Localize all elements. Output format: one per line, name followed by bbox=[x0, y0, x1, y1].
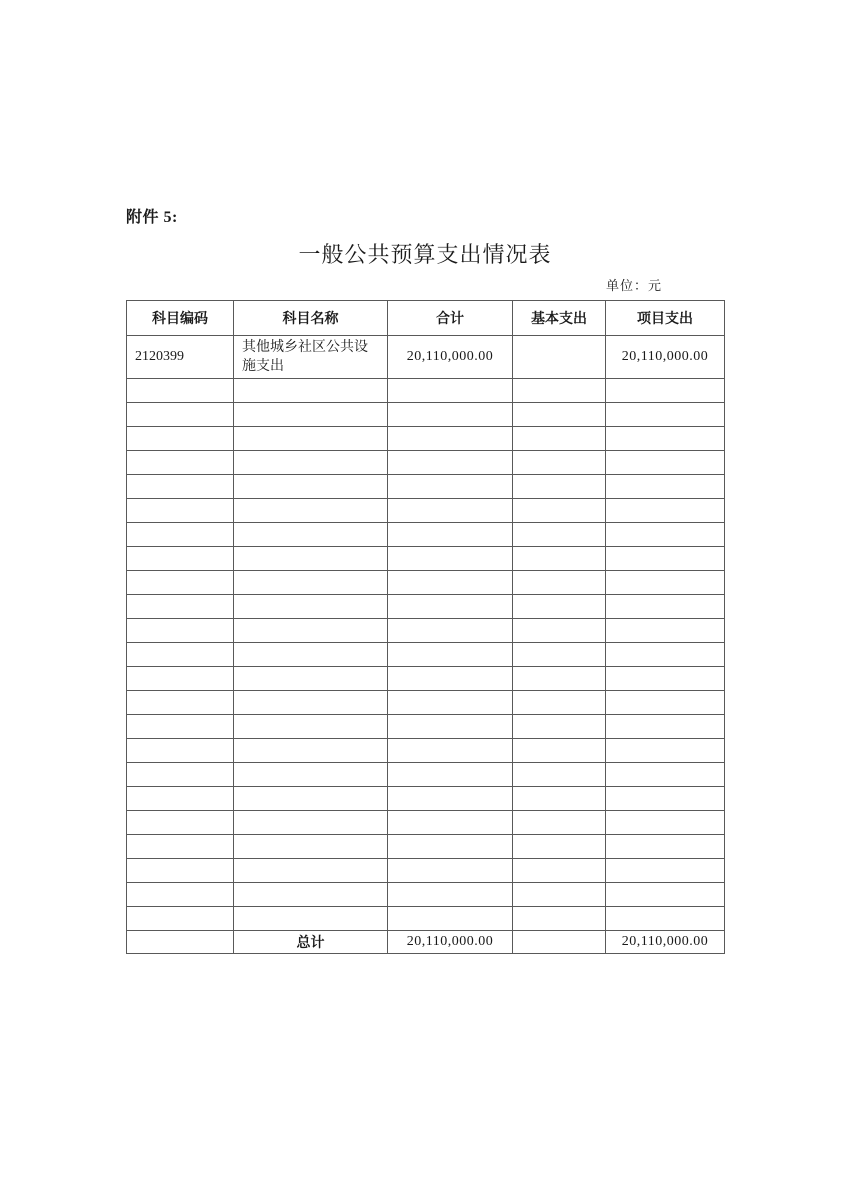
cell-grand-project-expenditure: 20,110,000.00 bbox=[606, 931, 725, 954]
empty-cell bbox=[388, 811, 513, 835]
table-empty-row bbox=[127, 883, 725, 907]
empty-cell bbox=[234, 379, 388, 403]
empty-cell bbox=[234, 403, 388, 427]
cell-subject-code: 2120399 bbox=[127, 336, 234, 379]
empty-cell bbox=[127, 763, 234, 787]
empty-cell bbox=[234, 715, 388, 739]
empty-cell bbox=[606, 547, 725, 571]
empty-cell bbox=[127, 787, 234, 811]
table-empty-row bbox=[127, 763, 725, 787]
empty-cell bbox=[513, 523, 606, 547]
empty-cell bbox=[606, 523, 725, 547]
empty-cell bbox=[234, 835, 388, 859]
empty-cell bbox=[606, 403, 725, 427]
unit-label: 单位：元 bbox=[606, 278, 663, 293]
empty-cell bbox=[513, 619, 606, 643]
table-empty-row bbox=[127, 907, 725, 931]
empty-cell bbox=[513, 475, 606, 499]
empty-cell bbox=[606, 811, 725, 835]
empty-cell bbox=[127, 523, 234, 547]
table-empty-row bbox=[127, 619, 725, 643]
empty-cell bbox=[388, 619, 513, 643]
table-empty-row bbox=[127, 547, 725, 571]
table-empty-row bbox=[127, 643, 725, 667]
empty-cell bbox=[234, 499, 388, 523]
empty-cell bbox=[513, 859, 606, 883]
empty-cell bbox=[606, 379, 725, 403]
empty-cell bbox=[606, 499, 725, 523]
empty-cell bbox=[606, 691, 725, 715]
empty-cell bbox=[234, 475, 388, 499]
empty-cell bbox=[606, 835, 725, 859]
empty-cell bbox=[234, 739, 388, 763]
empty-cell bbox=[388, 523, 513, 547]
budget-table bbox=[126, 300, 725, 954]
empty-cell bbox=[127, 619, 234, 643]
empty-cell bbox=[127, 691, 234, 715]
empty-cell bbox=[606, 451, 725, 475]
table-empty-row bbox=[127, 787, 725, 811]
empty-cell bbox=[234, 883, 388, 907]
empty-cell bbox=[234, 595, 388, 619]
table-empty-row bbox=[127, 379, 725, 403]
column-header-project-expenditure: 项目支出 bbox=[606, 301, 725, 336]
empty-cell bbox=[388, 907, 513, 931]
empty-cell bbox=[234, 763, 388, 787]
empty-cell bbox=[127, 739, 234, 763]
empty-cell bbox=[127, 835, 234, 859]
column-header-basic-expenditure: 基本支出 bbox=[513, 301, 606, 336]
empty-cell bbox=[234, 523, 388, 547]
empty-cell bbox=[388, 859, 513, 883]
table-empty-row bbox=[127, 571, 725, 595]
empty-cell bbox=[606, 475, 725, 499]
empty-cell bbox=[127, 811, 234, 835]
empty-cell bbox=[127, 715, 234, 739]
empty-cell bbox=[388, 883, 513, 907]
table-total-row bbox=[127, 931, 725, 954]
empty-cell bbox=[513, 763, 606, 787]
empty-cell bbox=[606, 763, 725, 787]
column-header-total: 合计 bbox=[388, 301, 513, 336]
empty-cell bbox=[388, 787, 513, 811]
table-empty-row bbox=[127, 427, 725, 451]
page-title: 一般公共预算支出情况表 bbox=[298, 242, 552, 267]
empty-cell bbox=[127, 403, 234, 427]
empty-cell bbox=[513, 883, 606, 907]
empty-cell bbox=[513, 907, 606, 931]
empty-cell bbox=[234, 451, 388, 475]
empty-cell bbox=[234, 811, 388, 835]
attachment-label: 附件 5: bbox=[126, 209, 178, 226]
empty-cell bbox=[388, 691, 513, 715]
cell-grand-basic-expenditure bbox=[513, 931, 606, 954]
empty-cell bbox=[513, 739, 606, 763]
cell-basic-expenditure bbox=[513, 336, 606, 379]
empty-cell bbox=[234, 691, 388, 715]
empty-cell bbox=[513, 787, 606, 811]
cell-project-expenditure: 20,110,000.00 bbox=[606, 336, 725, 379]
empty-cell bbox=[606, 907, 725, 931]
empty-cell bbox=[513, 643, 606, 667]
empty-cell bbox=[388, 643, 513, 667]
empty-cell bbox=[606, 571, 725, 595]
table-empty-row bbox=[127, 475, 725, 499]
empty-cell bbox=[127, 547, 234, 571]
empty-cell bbox=[606, 667, 725, 691]
empty-cell bbox=[127, 667, 234, 691]
table-empty-row bbox=[127, 403, 725, 427]
empty-cell bbox=[127, 379, 234, 403]
empty-cell bbox=[513, 691, 606, 715]
table-empty-row bbox=[127, 739, 725, 763]
total-label: 总计 bbox=[234, 931, 388, 954]
empty-cell bbox=[234, 571, 388, 595]
empty-cell bbox=[513, 571, 606, 595]
empty-cell bbox=[513, 379, 606, 403]
empty-cell bbox=[606, 595, 725, 619]
empty-cell bbox=[388, 475, 513, 499]
empty-cell bbox=[388, 499, 513, 523]
empty-cell bbox=[513, 403, 606, 427]
empty-cell bbox=[606, 643, 725, 667]
column-header-subject-name: 科目名称 bbox=[234, 301, 388, 336]
empty-cell bbox=[388, 379, 513, 403]
empty-cell bbox=[234, 859, 388, 883]
empty-cell bbox=[606, 859, 725, 883]
empty-cell bbox=[513, 667, 606, 691]
table-empty-row bbox=[127, 499, 725, 523]
cell-total: 20,110,000.00 bbox=[388, 336, 513, 379]
empty-cell bbox=[234, 667, 388, 691]
empty-cell bbox=[388, 763, 513, 787]
table-header-row bbox=[127, 301, 725, 336]
empty-cell bbox=[127, 451, 234, 475]
cell-subject-name: 其他城乡社区公共设施支出 bbox=[234, 336, 388, 379]
column-header-subject-code: 科目编码 bbox=[127, 301, 234, 336]
empty-cell bbox=[606, 739, 725, 763]
empty-cell bbox=[127, 571, 234, 595]
table-empty-row bbox=[127, 595, 725, 619]
empty-cell bbox=[513, 811, 606, 835]
empty-cell bbox=[606, 883, 725, 907]
empty-cell bbox=[513, 451, 606, 475]
empty-cell bbox=[388, 547, 513, 571]
cell-total-code-empty bbox=[127, 931, 234, 954]
table-row bbox=[127, 336, 725, 379]
table-empty-row bbox=[127, 835, 725, 859]
empty-cell bbox=[234, 643, 388, 667]
table-empty-row bbox=[127, 451, 725, 475]
empty-cell bbox=[606, 427, 725, 451]
table-empty-row bbox=[127, 691, 725, 715]
empty-cell bbox=[234, 427, 388, 451]
empty-cell bbox=[606, 787, 725, 811]
empty-cell bbox=[388, 715, 513, 739]
empty-cell bbox=[388, 571, 513, 595]
table-empty-row bbox=[127, 667, 725, 691]
empty-cell bbox=[234, 547, 388, 571]
empty-cell bbox=[234, 907, 388, 931]
empty-cell bbox=[127, 427, 234, 451]
empty-cell bbox=[127, 475, 234, 499]
empty-cell bbox=[606, 619, 725, 643]
cell-grand-total: 20,110,000.00 bbox=[388, 931, 513, 954]
empty-cell bbox=[127, 859, 234, 883]
empty-cell bbox=[388, 427, 513, 451]
empty-cell bbox=[127, 883, 234, 907]
empty-cell bbox=[388, 739, 513, 763]
empty-cell bbox=[127, 907, 234, 931]
empty-cell bbox=[127, 499, 234, 523]
empty-cell bbox=[513, 499, 606, 523]
empty-cell bbox=[388, 403, 513, 427]
table-empty-row bbox=[127, 523, 725, 547]
empty-cell bbox=[127, 643, 234, 667]
empty-cell bbox=[513, 835, 606, 859]
empty-cell bbox=[127, 595, 234, 619]
empty-cell bbox=[513, 595, 606, 619]
table-empty-row bbox=[127, 811, 725, 835]
empty-cell bbox=[388, 451, 513, 475]
empty-cell bbox=[388, 835, 513, 859]
table-empty-row bbox=[127, 859, 725, 883]
empty-cell bbox=[388, 595, 513, 619]
empty-cell bbox=[513, 427, 606, 451]
empty-cell bbox=[513, 547, 606, 571]
empty-cell bbox=[234, 787, 388, 811]
empty-cell bbox=[513, 715, 606, 739]
empty-cell bbox=[388, 667, 513, 691]
table-empty-row bbox=[127, 715, 725, 739]
empty-cell bbox=[606, 715, 725, 739]
empty-cell bbox=[234, 619, 388, 643]
